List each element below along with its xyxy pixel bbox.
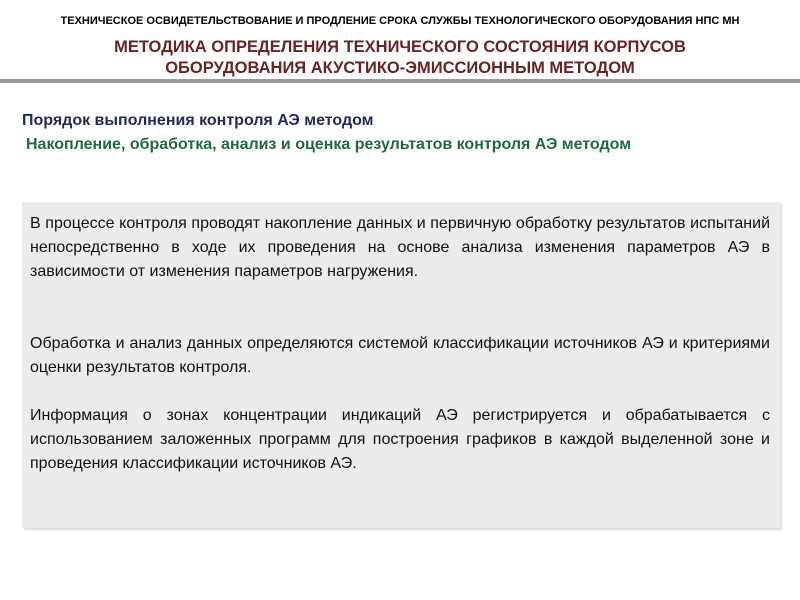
paragraph-2: Обработка и анализ данных определяются системой классификации источников АЭ и критериями оценки результатов контроля. [30,335,770,376]
content-box [22,202,780,528]
section-title: Порядок выполнения контроля АЭ методом [22,112,374,129]
top-title: ТЕХНИЧЕСКОЕ ОСВИДЕТЕЛЬСТВОВАНИЕ И ПРОДЛЕНИЕ СРОКА СЛУЖБЫ ТЕХНОЛОГИЧЕСКОГО ОБОРУДОВАНИЯ НПС МН [60,15,740,27]
main-title-line1: МЕТОДИКА ОПРЕДЕЛЕНИЯ ТЕХНИЧЕСКОГО СОСТОЯНИЯ КОРПУСОВ [114,38,686,56]
paragraph-3: Информация о зонах концентрации индикаций АЭ регистрируется и обрабатывается с использованием заложенных программ для построения графиков в каждой выделенной зоне и проведения классификации источников АЭ. [30,407,770,472]
main-title [0,37,800,79]
section-subtitle: Накопление, обработка, анализ и оценка результатов контроля АЭ методом [26,136,632,153]
header-divider [0,79,800,83]
main-title-line2: ОБОРУДОВАНИЯ АКУСТИКО-ЭМИССИОННЫМ МЕТОДОМ [165,59,635,77]
paragraph-1: В процессе контроля проводят накопление данных и первичную обработку результатов испытаний непосредственно в ходе их проведения на основе анализа изменения параметров АЭ в зависимости от изменения параметров нагружения. [30,215,770,280]
